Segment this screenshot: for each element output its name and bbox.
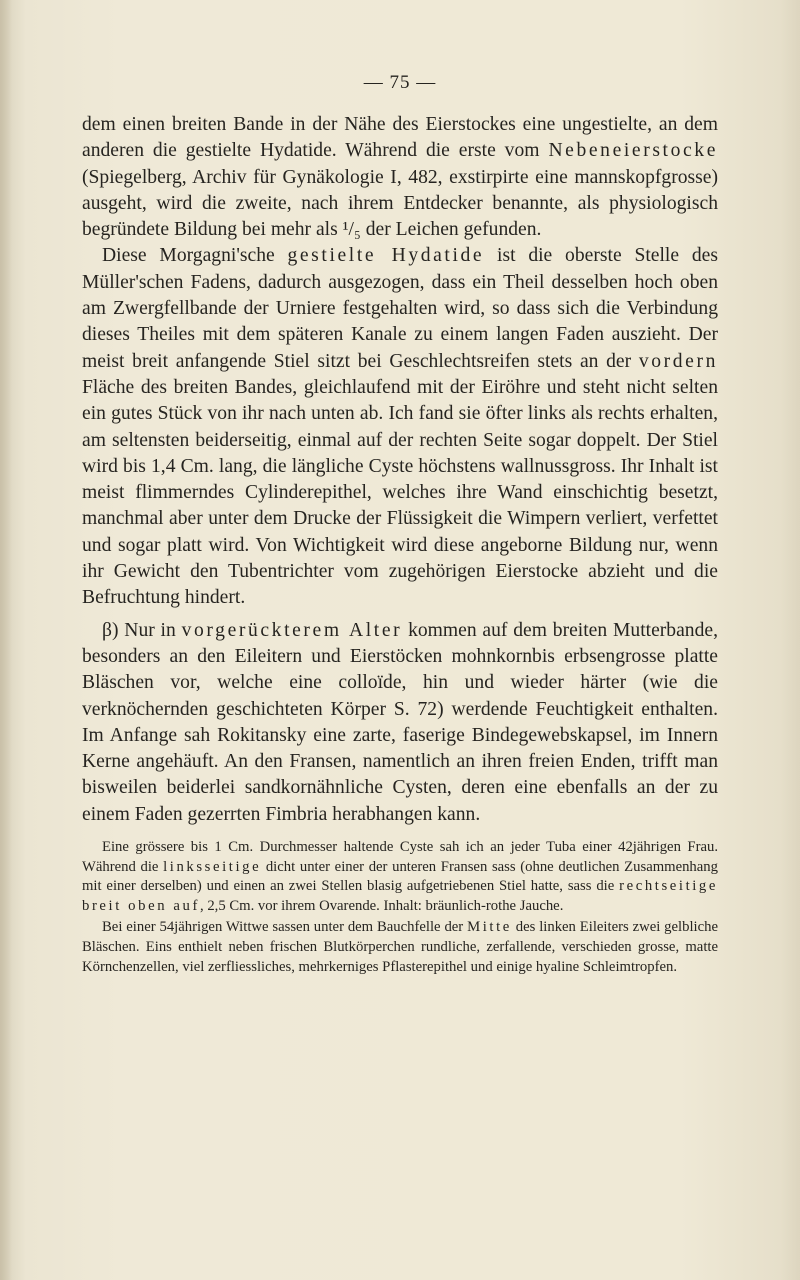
text-run: Diese Morgagni'sche bbox=[102, 245, 288, 267]
text-run: dem einen breiten Bande in der Nähe des Eierstockes eine ungestielte, an dem anderen die gestielte Hydatide. Während die erste vom bbox=[82, 114, 718, 162]
text-run: Fläche des breiten Bandes, gleichlaufend mit der Eiröhre und steht nicht selten ein gutes Stück von ihr nach unten ab. Ich fand sie öfter links als rechts erhalten, am seltensten beiderseitig, einmal auf der rechten Seite sogar doppelt. Der Stiel wird bis 1,4 Cm. lang, die längliche Cyste höchstens wallnussgross. Ihr Inhalt ist meist flimmerndes Cylinderepithel, welches ihre Wand einschichtig besetzt, manchmal aber unter dem Drucke der Flüssigkeit die Wimpern verliert, verfettet und sogar platt wird. Von Wichtigkeit wird diese angeborne Bildung nur, wenn ihr Gewicht den Tubentrichter vom zugehörigen Eierstocke abzieht und die Befruchtung hindert. bbox=[82, 376, 718, 609]
text-run: ist die oberste Stelle des Müller'schen Fadens, dadurch ausgezogen, dass ein Theil desselben hoch oben am Zwergfellbande der Urniere festgehalten wird, so dass sich die Verbindung dieses Theiles mit dem späteren Kanale zu einem langen Faden auszieht. Der meist breit anfangende Stiel sitzt bei Geschlechtsreifen stets an der bbox=[82, 245, 718, 372]
emphasis-vorgerueckterem-alter: vorgerückterem Alter bbox=[181, 619, 403, 641]
page-number: — 75 — bbox=[363, 72, 437, 93]
text-run: kommen auf dem breiten Mutterbande, besonders an den Eileitern und Eierstöcken mohnkornbis erbsengrosse platte Bläschen vor, welche eine colloïde, hin und wieder härter (wie die verknöchernden geschichteten Körper S. 72) werdende Feuchtigkeit enthalten. Im Anfange sah Rokitansky eine zarte, faserige Bindegewebskapsel, im Innern Kerne angehäuft. An den Fransen, namentlich an ihren freien Enden, trifft man bisweilen beiderlei sandkornähnliche Cysten, deren eine ebenfalls an der zu einem Faden gezerrten Fimbria herabhangen kann. bbox=[82, 619, 718, 825]
page-gutter-shadow bbox=[0, 0, 12, 1280]
emphasis-nebeneierstocke: Nebeneierstocke bbox=[548, 140, 718, 162]
text-run: des linken Eileiters zwei gelbliche Bläschen. Eins enthielt neben frischen Blutkörperchen rundliche, zerfallende, verschieden grosse, matte Körnchenzellen, viel zerfliessliches, mehrkerniges Pflasterepithel und einige hyaline Schleimtropfen. bbox=[82, 919, 718, 975]
footnote-case-42-year bbox=[82, 838, 718, 916]
paragraph-hydatide-intro bbox=[82, 112, 718, 243]
text-run: dicht unter einer der unteren Fransen sass (ohne deutlichen Zusammenhang mit einer derselben) und einen an zwei Stellen blasig aufgetriebenen Stiel hatte, sass die bbox=[82, 858, 718, 895]
text-run: β) Nur in bbox=[102, 619, 182, 641]
text-run: Eine grössere bis 1 Cm. Durchmesser haltende Cyste sah ich an jeder Tuba einer 42jährigen Frau. Während die bbox=[82, 839, 718, 875]
emphasis-rechtseitige: rechtseitige breit oben auf bbox=[82, 878, 718, 914]
text-run: der Leichen gefunden. bbox=[360, 219, 542, 241]
emphasis-vordern: vordern bbox=[638, 350, 718, 372]
fraction-one-fifth: ¹/₅ bbox=[342, 219, 361, 241]
body-text bbox=[82, 112, 718, 977]
emphasis-linksseitige: linksseitige bbox=[163, 858, 262, 875]
emphasis-mitte: Mitte bbox=[467, 919, 512, 936]
text-run: Bei einer 54jährigen Wittwe sassen unter dem Bauchfelle der bbox=[102, 919, 468, 936]
paragraph-morgagni-hydatide bbox=[82, 243, 718, 611]
text-run: , 2,5 Cm. vor ihrem Ovarende. Inhalt: bräunlich-rothe Jauche. bbox=[199, 897, 564, 914]
text-run: (Spiegelberg, Archiv für Gynäkologie I, 482, exstirpirte eine mannskopfgrosse) ausgeht, wird die zweite, nach ihrem Entdecker benannte, als physiologisch begründete Bildung bei mehr als bbox=[82, 166, 718, 241]
emphasis-gestielte-hydatide: gestielte Hydatide bbox=[287, 245, 485, 267]
footnote-case-54-year bbox=[82, 918, 718, 977]
paragraph-beta-cysts bbox=[82, 618, 718, 828]
